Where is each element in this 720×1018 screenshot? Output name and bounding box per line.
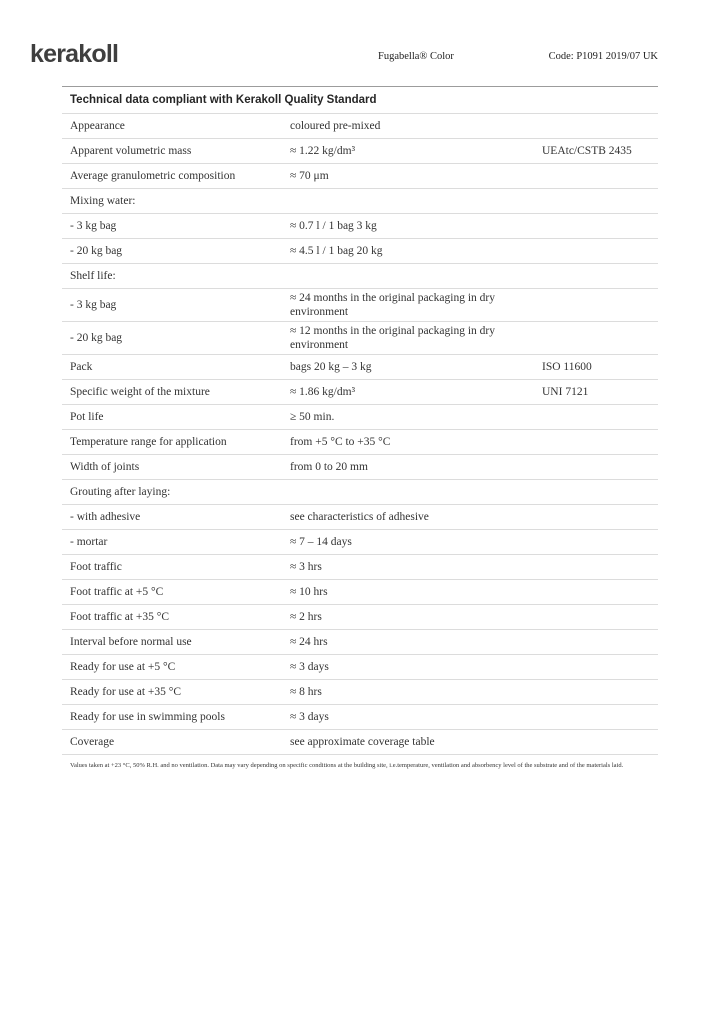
- row-property: - 3 kg bag: [70, 220, 117, 232]
- table-row: [62, 139, 658, 164]
- row-value: ≈ 0.7 l / 1 bag 3 kg: [290, 220, 377, 232]
- table-row: [62, 505, 658, 530]
- row-value: ≈ 8 hrs: [290, 686, 322, 698]
- table-row: [62, 530, 658, 555]
- table-row: [62, 289, 658, 322]
- row-property: Foot traffic at +5 °C: [70, 586, 164, 598]
- row-value: ≈ 12 months in the original packaging in dry environment: [290, 325, 495, 351]
- table-row: [62, 114, 658, 139]
- table-row: [62, 430, 658, 455]
- table-row: [62, 730, 658, 755]
- row-value: ≈ 3 days: [290, 661, 329, 673]
- row-property: Interval before normal use: [70, 636, 192, 648]
- technical-data-table-body: [62, 114, 658, 755]
- row-value: ≈ 1.86 kg/dm³: [290, 386, 356, 398]
- row-value: ≥ 50 min.: [290, 411, 335, 423]
- row-property: - 20 kg bag: [70, 245, 123, 257]
- row-value: ≈ 7 – 14 days: [290, 536, 352, 548]
- row-value: ≈ 24 hrs: [290, 636, 328, 648]
- table-row: [62, 655, 658, 680]
- row-standard: UNI 7121: [542, 386, 589, 398]
- row-property: Apparent volumetric mass: [70, 145, 192, 157]
- row-property: Foot traffic: [70, 561, 122, 573]
- row-property: Foot traffic at +35 °C: [70, 611, 170, 623]
- table-row: [62, 214, 658, 239]
- row-value: from +5 °C to +35 °C: [290, 436, 391, 448]
- row-value: ≈ 4.5 l / 1 bag 20 kg: [290, 245, 383, 257]
- row-value: see approximate coverage table: [290, 736, 435, 748]
- row-value: ≈ 3 hrs: [290, 561, 322, 573]
- row-property: Appearance: [70, 120, 125, 132]
- row-value: bags 20 kg – 3 kg: [290, 361, 372, 373]
- footnote: Values taken at +23 °C, 50% R.H. and no ventilation. Data may vary depending on specific conditions at the building site, i.e.temperature, ventilation and absorbency level of the substrate and of the materials laid.: [70, 762, 624, 769]
- table-row: [62, 605, 658, 630]
- row-value: ≈ 10 hrs: [290, 586, 328, 598]
- table-row: [62, 239, 658, 264]
- row-property: Ready for use in swimming pools: [70, 711, 225, 723]
- row-property: - 20 kg bag: [70, 332, 123, 344]
- row-value: ≈ 70 μm: [290, 170, 329, 182]
- table-row: [62, 680, 658, 705]
- product-name: Fugabella® Color: [378, 51, 454, 62]
- table-row: [62, 580, 658, 605]
- row-property: Mixing water:: [70, 195, 136, 207]
- row-property: Grouting after laying:: [70, 486, 171, 498]
- row-property: Specific weight of the mixture: [70, 386, 210, 398]
- table-row: [62, 705, 658, 730]
- table-row: [62, 355, 658, 380]
- kerakoll-logo: kerakoll: [30, 40, 119, 68]
- table-row: [62, 189, 658, 214]
- row-property: Ready for use at +5 °C: [70, 661, 176, 673]
- table-row: [62, 164, 658, 189]
- technical-data-table: [62, 86, 658, 770]
- row-property: Ready for use at +35 °C: [70, 686, 182, 698]
- row-property: Pot life: [70, 411, 104, 423]
- row-property: Width of joints: [70, 461, 140, 473]
- row-property: Temperature range for application: [70, 436, 227, 448]
- row-value: see characteristics of adhesive: [290, 511, 429, 523]
- row-property: - with adhesive: [70, 511, 141, 523]
- row-value: ≈ 2 hrs: [290, 611, 322, 623]
- table-title: Technical data compliant with Kerakoll Quality Standard: [62, 87, 658, 114]
- table-row: [62, 630, 658, 655]
- table-row: [62, 455, 658, 480]
- table-row: [62, 322, 658, 355]
- row-value: ≈ 1.22 kg/dm³: [290, 145, 356, 157]
- row-property: - mortar: [70, 536, 108, 548]
- document-code: Code: P1091 2019/07 UK: [548, 51, 658, 62]
- row-property: Pack: [70, 361, 93, 373]
- row-property: Average granulometric composition: [70, 170, 236, 182]
- row-property: Shelf life:: [70, 270, 116, 282]
- table-row: [62, 555, 658, 580]
- table-row: [62, 380, 658, 405]
- row-property: - 3 kg bag: [70, 299, 117, 311]
- row-value: ≈ 3 days: [290, 711, 329, 723]
- row-value: from 0 to 20 mm: [290, 461, 368, 473]
- table-row: [62, 480, 658, 505]
- row-standard: UEAtc/CSTB 2435: [542, 145, 632, 157]
- row-property: Coverage: [70, 736, 115, 748]
- row-value: ≈ 24 months in the original packaging in dry environment: [290, 292, 495, 318]
- row-value: coloured pre-mixed: [290, 120, 381, 132]
- table-row: [62, 264, 658, 289]
- row-standard: ISO 11600: [542, 361, 592, 373]
- table-row: [62, 405, 658, 430]
